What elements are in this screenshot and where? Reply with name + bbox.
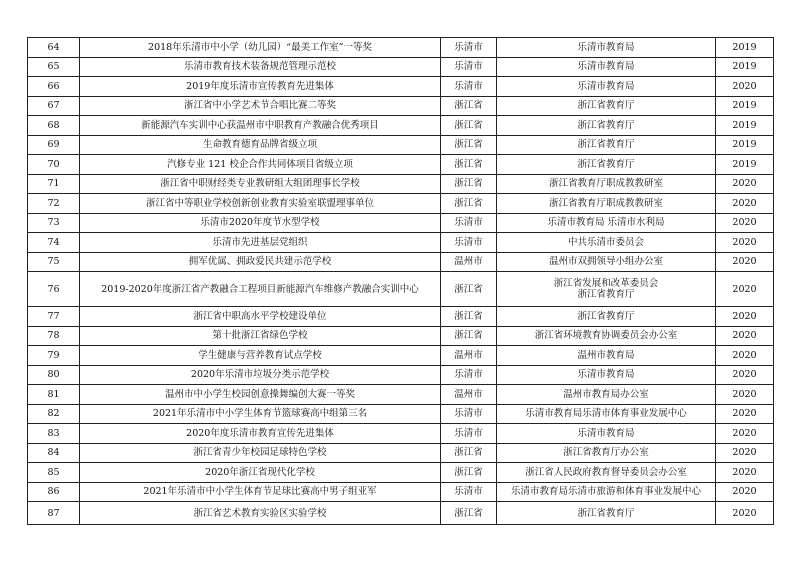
award-title-cell: 学生健康与营养教育试点学校 [80, 346, 441, 366]
award-level-cell: 乐清市 [441, 57, 497, 77]
table-row [28, 38, 774, 58]
issuer-line: 浙江省发展和改革委员会 [553, 278, 659, 289]
year-cell: 2020 [716, 443, 774, 463]
row-number-cell: 76 [28, 272, 80, 307]
issuer-cell: 浙江省教育厅 [497, 307, 716, 327]
row-number-cell: 85 [28, 463, 80, 483]
table-row [28, 385, 774, 405]
row-number-cell: 86 [28, 482, 80, 502]
year-cell: 2020 [716, 194, 774, 214]
award-level-cell: 乐清市 [441, 404, 497, 424]
award-level-cell: 浙江省 [441, 463, 497, 483]
table-row [28, 272, 774, 307]
table-row [28, 213, 774, 233]
issuer-cell: 乐清市教育局乐清市旅游和体育事业发展中心 [497, 482, 716, 502]
row-number-cell: 67 [28, 96, 80, 116]
table-row [28, 135, 774, 155]
award-title-cell: 2019年度乐清市宣传教育先进集体 [80, 77, 441, 97]
table-row [28, 155, 774, 175]
table-row [28, 307, 774, 327]
year-cell: 2020 [716, 233, 774, 253]
issuer-cell: 浙江省教育厅职成教教研室 [497, 174, 716, 194]
year-cell: 2020 [716, 463, 774, 483]
award-level-cell: 浙江省 [441, 116, 497, 136]
award-level-cell: 浙江省 [441, 174, 497, 194]
award-level-cell: 浙江省 [441, 502, 497, 525]
row-number-cell: 82 [28, 404, 80, 424]
table-row [28, 443, 774, 463]
table-row [28, 77, 774, 97]
row-number-cell: 84 [28, 443, 80, 463]
year-cell: 2020 [716, 174, 774, 194]
row-number-cell: 72 [28, 194, 80, 214]
award-title-cell: 汽修专业 121 校企合作共同体项目省级立项 [80, 155, 441, 175]
issuer-cell: 浙江省人民政府教育督导委员会办公室 [497, 463, 716, 483]
award-level-cell: 浙江省 [441, 307, 497, 327]
issuer-cell: 浙江省教育厅 [497, 502, 716, 525]
row-number-cell: 74 [28, 233, 80, 253]
award-title-cell: 2021年乐清市中小学生体育节足球比赛高中男子组亚军 [80, 482, 441, 502]
row-number-cell: 83 [28, 424, 80, 444]
award-title-cell: 2018年乐清市中小学（幼儿园）“最美工作室”一等奖 [80, 38, 441, 58]
award-title-cell: 浙江省青少年校园足球特色学校 [80, 443, 441, 463]
row-number-cell: 68 [28, 116, 80, 136]
row-number-cell: 79 [28, 346, 80, 366]
award-title-cell: 浙江省中职高水平学校建设单位 [80, 307, 441, 327]
table-row [28, 502, 774, 525]
award-level-cell: 乐清市 [441, 77, 497, 97]
award-title-cell: 2020年乐清市垃圾分类示范学校 [80, 365, 441, 385]
award-title-cell: 乐清市先进基层党组织 [80, 233, 441, 253]
year-cell: 2019 [716, 155, 774, 175]
row-number-cell: 64 [28, 38, 80, 58]
table-row [28, 233, 774, 253]
year-cell: 2020 [716, 307, 774, 327]
year-cell: 2019 [716, 135, 774, 155]
issuer-cell: 浙江省教育厅办公室 [497, 443, 716, 463]
row-number-cell: 78 [28, 326, 80, 346]
award-title-cell: 乐清市教育技术装备规范管理示范校 [80, 57, 441, 77]
award-level-cell: 乐清市 [441, 233, 497, 253]
issuer-cell: 温州市双拥领导小组办公室 [497, 252, 716, 272]
year-cell: 2019 [716, 57, 774, 77]
award-title-cell: 2021年乐清市中小学生体育节篮球赛高中组第三名 [80, 404, 441, 424]
issuer-cell: 浙江省教育厅 [497, 155, 716, 175]
row-number-cell: 77 [28, 307, 80, 327]
row-number-cell: 81 [28, 385, 80, 405]
award-level-cell: 乐清市 [441, 213, 497, 233]
year-cell: 2020 [716, 482, 774, 502]
award-level-cell: 浙江省 [441, 326, 497, 346]
year-cell: 2019 [716, 116, 774, 136]
award-level-cell: 乐清市 [441, 38, 497, 58]
issuer-cell: 乐清市教育局 [497, 424, 716, 444]
table-row [28, 482, 774, 502]
year-cell: 2019 [716, 96, 774, 116]
issuer-cell [497, 272, 716, 307]
issuer-cell: 中共乐清市委员会 [497, 233, 716, 253]
award-level-cell: 温州市 [441, 252, 497, 272]
award-title-cell: 浙江省中等职业学校创新创业教育实验室联盟理事单位 [80, 194, 441, 214]
issuer-cell: 乐清市教育局 乐清市水利局 [497, 213, 716, 233]
award-level-cell: 乐清市 [441, 424, 497, 444]
award-title-cell: 乐清市2020年度节水型学校 [80, 213, 441, 233]
award-level-cell: 温州市 [441, 346, 497, 366]
issuer-cell: 乐清市教育局 [497, 38, 716, 58]
table-row [28, 463, 774, 483]
award-title-cell: 浙江省中职财经类专业教研组大组团理事长学校 [80, 174, 441, 194]
award-level-cell: 浙江省 [441, 96, 497, 116]
issuer-cell: 温州市教育局办公室 [497, 385, 716, 405]
year-cell: 2020 [716, 272, 774, 307]
table-row [28, 96, 774, 116]
award-level-cell: 浙江省 [441, 272, 497, 307]
award-title-cell: 浙江省中小学艺术节合唱比赛二等奖 [80, 96, 441, 116]
award-level-cell: 乐清市 [441, 482, 497, 502]
year-cell: 2020 [716, 77, 774, 97]
table-row [28, 57, 774, 77]
award-title-cell: 新能源汽车实训中心获温州市中职教育产教融合优秀项目 [80, 116, 441, 136]
row-number-cell: 75 [28, 252, 80, 272]
table-row [28, 346, 774, 366]
issuer-cell: 浙江省教育厅 [497, 135, 716, 155]
table-row [28, 252, 774, 272]
table-row [28, 326, 774, 346]
row-number-cell: 71 [28, 174, 80, 194]
year-cell: 2019 [716, 38, 774, 58]
issuer-cell: 乐清市教育局 [497, 57, 716, 77]
row-number-cell: 69 [28, 135, 80, 155]
table-row [28, 404, 774, 424]
awards-table-body [28, 38, 774, 525]
award-level-cell: 浙江省 [441, 194, 497, 214]
issuer-cell: 乐清市教育局乐清市体育事业发展中心 [497, 404, 716, 424]
row-number-cell: 73 [28, 213, 80, 233]
award-title-cell: 温州市中小学生校园创意操舞编创大赛一等奖 [80, 385, 441, 405]
year-cell: 2020 [716, 365, 774, 385]
year-cell: 2020 [716, 502, 774, 525]
issuer-cell: 浙江省教育厅 [497, 96, 716, 116]
year-cell: 2020 [716, 385, 774, 405]
award-level-cell: 浙江省 [441, 135, 497, 155]
year-cell: 2020 [716, 252, 774, 272]
year-cell: 2020 [716, 346, 774, 366]
issuer-cell: 乐清市教育局 [497, 77, 716, 97]
issuer-cell: 乐清市教育局 [497, 365, 716, 385]
award-title-cell: 2019-2020年度浙江省产教融合工程项目新能源汽车维修产教融合实训中心 [80, 272, 441, 307]
award-title-cell: 第十批浙江省绿色学校 [80, 326, 441, 346]
issuer-cell: 浙江省教育厅职成教教研室 [497, 194, 716, 214]
award-title-cell: 拥军优属、拥政爱民共建示范学校 [80, 252, 441, 272]
row-number-cell: 87 [28, 502, 80, 525]
year-cell: 2020 [716, 424, 774, 444]
award-level-cell: 乐清市 [441, 365, 497, 385]
year-cell: 2020 [716, 213, 774, 233]
row-number-cell: 66 [28, 77, 80, 97]
award-level-cell: 浙江省 [441, 155, 497, 175]
table-row [28, 116, 774, 136]
issuer-line: 浙江省教育厅 [577, 289, 635, 300]
year-cell: 2020 [716, 404, 774, 424]
table-row [28, 424, 774, 444]
row-number-cell: 80 [28, 365, 80, 385]
year-cell: 2020 [716, 326, 774, 346]
issuer-cell: 浙江省环境教育协调委员会办公室 [497, 326, 716, 346]
award-level-cell: 温州市 [441, 385, 497, 405]
award-title-cell: 2020年度乐清市教育宣传先进集体 [80, 424, 441, 444]
awards-table [27, 37, 774, 525]
row-number-cell: 65 [28, 57, 80, 77]
award-title-cell: 生命教育德育品牌省级立项 [80, 135, 441, 155]
award-title-cell: 2020年浙江省现代化学校 [80, 463, 441, 483]
table-row [28, 365, 774, 385]
issuer-cell: 温州市教育局 [497, 346, 716, 366]
row-number-cell: 70 [28, 155, 80, 175]
award-title-cell: 浙江省艺术教育实验区实验学校 [80, 502, 441, 525]
table-row [28, 174, 774, 194]
issuer-cell: 浙江省教育厅 [497, 116, 716, 136]
award-level-cell: 浙江省 [441, 443, 497, 463]
table-row [28, 194, 774, 214]
